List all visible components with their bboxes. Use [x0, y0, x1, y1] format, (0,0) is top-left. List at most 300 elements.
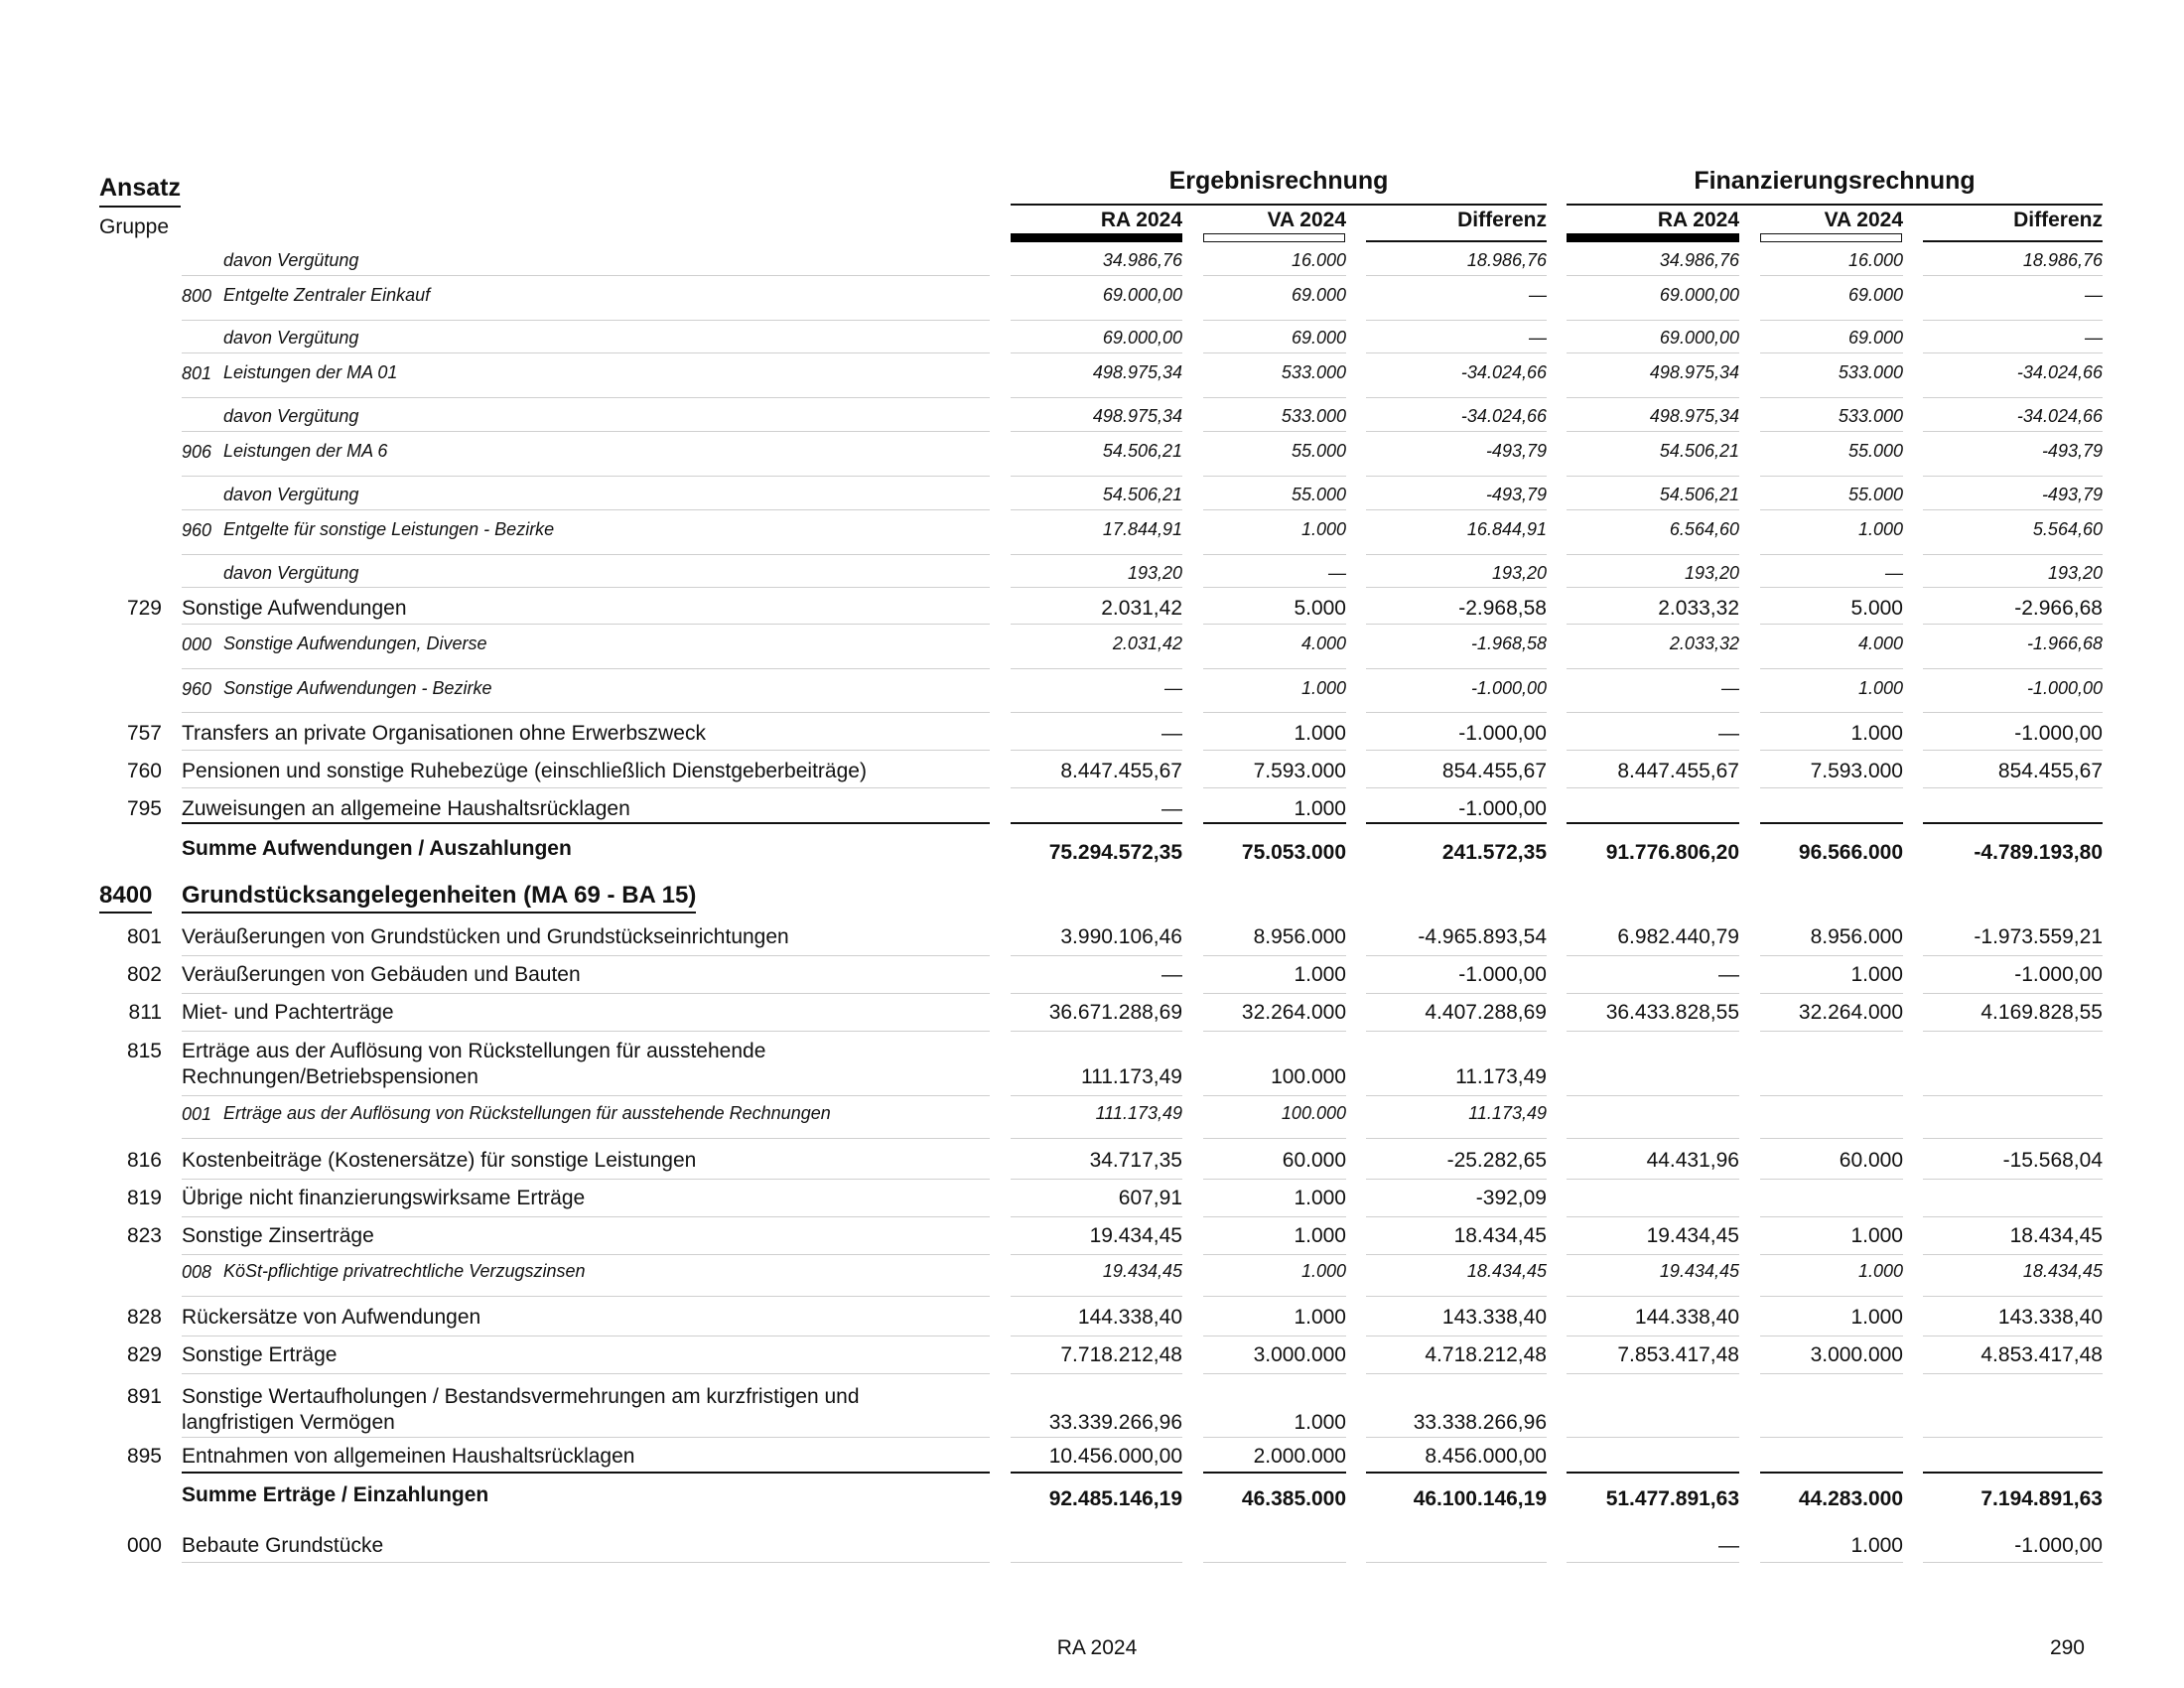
cell-rule: [1923, 955, 2103, 956]
row-rule: [182, 397, 990, 398]
value-cell: 2.000.000: [1253, 1445, 1346, 1468]
value-cell: —: [1721, 678, 1739, 698]
value-cell: 1.000: [1294, 1411, 1346, 1434]
cell-rule: [1366, 1296, 1547, 1297]
cell-rule: [1203, 587, 1346, 588]
row-label: Sonstige Aufwendungen, Diverse: [223, 633, 487, 653]
value-cell: 533.000: [1838, 406, 1903, 426]
value-cell: 1.000: [1857, 1261, 1903, 1281]
row-code: 829: [126, 1343, 162, 1366]
value-cell: 19.434,45: [1089, 1224, 1182, 1247]
value-cell: —: [1529, 285, 1547, 305]
value-cell: 193,20: [1127, 563, 1182, 583]
row-code: 760: [126, 760, 162, 782]
cell-rule: [1366, 397, 1547, 398]
value-cell: 100.000: [1271, 1065, 1346, 1088]
cell-rule: [1567, 554, 1739, 555]
cell-rule: [1567, 275, 1739, 276]
value-cell: 1.000: [1850, 1534, 1903, 1557]
ansatz-heading: Ansatz: [99, 174, 181, 208]
cell-rule: [1923, 275, 2103, 276]
cell-rule: [1567, 1179, 1739, 1180]
cell-rule: [1366, 1562, 1547, 1563]
cell-rule: [1366, 476, 1547, 477]
col-fr-ra: RA 2024: [1657, 209, 1739, 231]
cell-rule: [1760, 1254, 1903, 1255]
value-cell: 32.264.000: [1241, 1001, 1346, 1024]
cell-rule: [1366, 587, 1547, 588]
value-cell: 44.283.000: [1798, 1487, 1903, 1510]
value-cell: —: [1718, 722, 1739, 745]
cell-rule: [1203, 668, 1346, 669]
value-cell: -1.000,00: [1458, 722, 1547, 745]
col-fr-diff: Differenz: [2013, 209, 2103, 231]
value-cell: -1.000,00: [2014, 1534, 2103, 1557]
cell-rule: [1203, 1562, 1346, 1563]
cell-rule: [1567, 1254, 1739, 1255]
value-cell: 69.000,00: [1102, 285, 1182, 305]
value-cell: 1.000: [1850, 1224, 1903, 1247]
value-cell: 498.975,34: [1092, 406, 1182, 426]
cell-rule: [1203, 712, 1346, 713]
col-er-diff: Differenz: [1457, 209, 1547, 231]
cell-rule: [1366, 750, 1547, 751]
value-cell: -34.024,66: [1460, 406, 1547, 426]
value-cell: 193,20: [1491, 563, 1547, 583]
cell-rule: [1760, 668, 1903, 669]
row-label: Leistungen der MA 6: [223, 441, 388, 461]
value-cell: 100.000: [1281, 1103, 1346, 1123]
value-cell: 498.975,34: [1649, 362, 1739, 382]
value-cell: 69.000: [1847, 285, 1903, 305]
cell-rule: [1366, 624, 1547, 625]
cell-rule: [1567, 1138, 1739, 1139]
row-rule: [182, 431, 990, 432]
cell-rule: [1567, 320, 1739, 321]
row-code: 891: [126, 1385, 162, 1408]
cell-rule: [1923, 1138, 2103, 1139]
cell-rule: [1760, 787, 1903, 788]
col-er-ra: RA 2024: [1100, 209, 1182, 231]
cell-rule: [1203, 1472, 1346, 1474]
row-label: Erträge aus der Auflösung von Rückstellungen für ausstehende: [182, 1040, 766, 1062]
value-cell: 11.173,49: [1455, 1065, 1547, 1088]
value-cell: —: [1161, 797, 1182, 820]
value-cell: 607,91: [1118, 1187, 1182, 1209]
row-rule: [182, 955, 990, 956]
value-cell: 854.455,67: [1441, 760, 1547, 782]
cell-rule: [1923, 554, 2103, 555]
row-rule: [182, 554, 990, 555]
cell-rule: [1203, 1095, 1346, 1096]
cell-rule: [1760, 1562, 1903, 1563]
value-cell: 92.485.146,19: [1048, 1487, 1182, 1510]
value-cell: 854.455,67: [1997, 760, 2103, 782]
row-code: 000: [126, 1534, 162, 1557]
value-cell: -1.966,68: [2026, 633, 2103, 653]
row-rule: [182, 275, 990, 276]
cell-rule: [1923, 1437, 2103, 1438]
row-label: Entnahmen von allgemeinen Haushaltsrücklagen: [182, 1445, 635, 1468]
value-cell: 193,20: [2047, 563, 2103, 583]
value-cell: —: [2085, 328, 2103, 348]
cell-rule: [1203, 476, 1346, 477]
cell-rule: [1366, 352, 1547, 353]
row-rule: [182, 712, 990, 713]
value-cell: 7.194.891,63: [1980, 1487, 2103, 1510]
cell-rule: [1203, 955, 1346, 956]
value-cell: -392,09: [1475, 1187, 1547, 1209]
value-cell: 10.456.000,00: [1048, 1445, 1182, 1468]
cell-rule: [1366, 1138, 1547, 1139]
row-label: davon Vergütung: [223, 250, 359, 270]
value-cell: 96.566.000: [1798, 841, 1903, 864]
cell-rule: [1011, 431, 1182, 432]
value-cell: -1.000,00: [2014, 722, 2103, 745]
ergebnisrechnung-heading: Ergebnisrechnung: [1168, 167, 1389, 195]
value-cell: —: [2085, 285, 2103, 305]
cell-rule: [1011, 509, 1182, 510]
value-cell: 144.338,40: [1077, 1306, 1182, 1329]
row-rule: [182, 1138, 990, 1139]
cell-rule: [1203, 1138, 1346, 1139]
value-cell: 5.000: [1294, 597, 1346, 620]
cell-rule: [1011, 955, 1182, 956]
value-cell: 69.000,00: [1659, 285, 1739, 305]
cell-rule: [1567, 712, 1739, 713]
cell-rule: [1923, 787, 2103, 788]
value-cell: -1.000,00: [1458, 963, 1547, 986]
cell-rule: [1567, 624, 1739, 625]
row-rule: [182, 1179, 990, 1180]
value-cell: 533.000: [1838, 362, 1903, 382]
value-cell: 143.338,40: [1997, 1306, 2103, 1329]
value-cell: 32.264.000: [1798, 1001, 1903, 1024]
section-title: Grundstücksangelegenheiten (MA 69 - BA 15): [182, 882, 696, 914]
cell-rule: [1366, 712, 1547, 713]
cell-rule: [1366, 955, 1547, 956]
cell-rule: [1366, 509, 1547, 510]
value-cell: 1.000: [1300, 678, 1346, 698]
value-cell: 5.564,60: [2032, 519, 2103, 539]
value-cell: 241.572,35: [1441, 841, 1547, 864]
row-rule: [182, 476, 990, 477]
cell-rule: [1923, 993, 2103, 994]
row-label: Veräußerungen von Gebäuden und Bauten: [182, 963, 581, 986]
cell-rule: [1366, 822, 1547, 824]
value-cell: 5.000: [1850, 597, 1903, 620]
row-label: KöSt-pflichtige privatrechtliche Verzugszinsen: [223, 1261, 586, 1281]
cell-rule: [1203, 1216, 1346, 1217]
cell-rule: [1011, 397, 1182, 398]
value-cell: 36.433.828,55: [1605, 1001, 1739, 1024]
value-cell: 18.434,45: [2009, 1224, 2103, 1247]
row-code: 823: [126, 1224, 162, 1247]
row-rule: [182, 1296, 990, 1297]
value-cell: 18.434,45: [1453, 1224, 1547, 1247]
value-cell: 55.000: [1291, 441, 1346, 461]
cell-rule: [1011, 275, 1182, 276]
cell-rule: [1923, 712, 2103, 713]
value-cell: 143.338,40: [1441, 1306, 1547, 1329]
cell-rule: [1567, 822, 1739, 824]
col-fr-va: VA 2024: [1824, 209, 1903, 231]
row-label: davon Vergütung: [223, 328, 359, 348]
row-rule: [182, 1373, 990, 1374]
cell-rule: [1923, 1179, 2103, 1180]
value-cell: 69.000: [1847, 328, 1903, 348]
row-label: Sonstige Zinserträge: [182, 1224, 374, 1247]
value-cell: 34.986,76: [1659, 250, 1739, 270]
value-cell: 2.033,32: [1669, 633, 1739, 653]
row-code: 811: [128, 1001, 162, 1024]
cell-rule: [1366, 320, 1547, 321]
cell-rule: [1567, 750, 1739, 751]
value-cell: 19.434,45: [1102, 1261, 1182, 1281]
row-rule: [182, 1472, 990, 1474]
row-code: 819: [126, 1187, 162, 1209]
value-cell: -1.000,00: [2014, 963, 2103, 986]
row-subcode: 801: [182, 363, 212, 383]
row-code: 729: [126, 597, 162, 620]
cell-rule: [1923, 668, 2103, 669]
row-subcode: 800: [182, 286, 212, 306]
cell-rule: [1567, 1216, 1739, 1217]
cell-rule: [1760, 1138, 1903, 1139]
cell-rule: [1567, 1296, 1739, 1297]
cell-rule: [1011, 1472, 1182, 1474]
value-cell: 51.477.891,63: [1605, 1487, 1739, 1510]
cell-rule: [1203, 1437, 1346, 1438]
cell-rule: [1923, 397, 2103, 398]
cell-rule: [1760, 275, 1903, 276]
value-cell: 3.000.000: [1253, 1343, 1346, 1366]
value-cell: -1.000,00: [2026, 678, 2103, 698]
value-cell: 1.000: [1294, 1306, 1346, 1329]
page-number: 290: [2049, 1636, 2085, 1659]
value-cell: 91.776.806,20: [1605, 841, 1739, 864]
cell-rule: [1203, 431, 1346, 432]
cell-rule: [1011, 1562, 1182, 1563]
row-label: Sonstige Aufwendungen: [182, 597, 407, 620]
value-cell: 193,20: [1684, 563, 1739, 583]
cell-rule: [1760, 750, 1903, 751]
cell-rule: [1011, 1437, 1182, 1438]
row-label: Miet- und Pachterträge: [182, 1001, 394, 1024]
value-cell: —: [1328, 563, 1346, 583]
value-cell: 2.031,42: [1112, 633, 1182, 653]
cell-rule: [1567, 397, 1739, 398]
footer-title: RA 2024: [1056, 1636, 1138, 1659]
value-cell: 69.000: [1291, 285, 1346, 305]
row-label: Pensionen und sonstige Ruhebezüge (einschließlich Dienstgeberbeiträge): [182, 760, 867, 782]
cell-rule: [1760, 712, 1903, 713]
value-cell: 6.982.440,79: [1617, 925, 1739, 948]
value-cell: —: [1161, 722, 1182, 745]
value-cell: 2.031,42: [1101, 597, 1182, 620]
row-label: Summe Erträge / Einzahlungen: [182, 1483, 489, 1506]
cell-rule: [1203, 624, 1346, 625]
cell-rule: [1011, 668, 1182, 669]
cell-rule: [1567, 1562, 1739, 1563]
cell-rule: [1760, 1437, 1903, 1438]
row-label: Entgelte Zentraler Einkauf: [223, 285, 431, 305]
cell-rule: [1011, 787, 1182, 788]
cell-rule: [1923, 1095, 2103, 1096]
cell-rule: [1366, 1216, 1547, 1217]
row-code: 815: [126, 1040, 162, 1062]
cell-rule: [1567, 1472, 1739, 1474]
cell-rule: [1011, 352, 1182, 353]
value-cell: 4.853.417,48: [1980, 1343, 2103, 1366]
value-cell: -1.000,00: [1458, 797, 1547, 820]
cell-rule: [1203, 352, 1346, 353]
value-cell: 34.986,76: [1102, 250, 1182, 270]
cell-rule: [1760, 1095, 1903, 1096]
row-rule: [182, 320, 990, 321]
cell-rule: [1203, 1179, 1346, 1180]
row-code: 895: [126, 1445, 162, 1468]
value-cell: 18.986,76: [2022, 250, 2103, 270]
value-cell: -493,79: [1485, 485, 1547, 504]
cell-rule: [1567, 509, 1739, 510]
cell-rule: [1760, 1216, 1903, 1217]
row-code: 757: [126, 722, 162, 745]
cell-rule: [1760, 822, 1903, 824]
value-cell: 1.000: [1294, 1224, 1346, 1247]
cell-rule: [1366, 554, 1547, 555]
row-label: davon Vergütung: [223, 563, 359, 583]
cell-rule: [1203, 1254, 1346, 1255]
row-rule: [182, 1562, 990, 1563]
row-label: Sonstige Aufwendungen - Bezirke: [223, 678, 492, 698]
cell-rule: [1923, 1254, 2103, 1255]
cell-rule: [1011, 712, 1182, 713]
value-cell: 6.564,60: [1669, 519, 1739, 539]
value-cell: 1.000: [1300, 1261, 1346, 1281]
cell-rule: [1203, 320, 1346, 321]
finanzierungsrechnung-heading: Finanzierungsrechnung: [1694, 167, 1976, 195]
cell-rule: [1567, 476, 1739, 477]
value-cell: —: [1529, 328, 1547, 348]
value-cell: 1.000: [1850, 963, 1903, 986]
cell-rule: [1760, 624, 1903, 625]
value-cell: -25.282,65: [1446, 1149, 1547, 1172]
cell-rule: [1760, 1472, 1903, 1474]
cell-rule: [1923, 1472, 2103, 1474]
row-code: 816: [126, 1149, 162, 1172]
row-label: Sonstige Erträge: [182, 1343, 338, 1366]
cell-rule: [1760, 955, 1903, 956]
cell-rule: [1923, 1031, 2103, 1032]
cell-rule: [1567, 1095, 1739, 1096]
value-cell: 111.173,49: [1095, 1103, 1182, 1123]
gruppe-heading: Gruppe: [99, 215, 170, 238]
row-label-continued: Rechnungen/Betriebspensionen: [182, 1065, 478, 1088]
cell-rule: [1760, 587, 1903, 588]
value-cell: 1.000: [1857, 519, 1903, 539]
row-label: Leistungen der MA 01: [223, 362, 398, 382]
cell-rule: [1923, 1216, 2103, 1217]
value-cell: 55.000: [1847, 441, 1903, 461]
row-label: Kostenbeiträge (Kostenersätze) für sonstige Leistungen: [182, 1149, 697, 1172]
cell-rule: [1923, 624, 2103, 625]
cell-rule: [1366, 275, 1547, 276]
row-label: davon Vergütung: [223, 406, 359, 426]
value-cell: 144.338,40: [1634, 1306, 1739, 1329]
value-cell: 17.844,91: [1102, 519, 1182, 539]
cell-rule: [1923, 509, 2103, 510]
value-cell: 1.000: [1294, 1187, 1346, 1209]
value-cell: 60.000: [1282, 1149, 1346, 1172]
row-label: Sonstige Wertaufholungen / Bestandsvermehrungen am kurzfristigen und: [182, 1385, 860, 1408]
value-cell: 18.986,76: [1466, 250, 1547, 270]
cell-rule: [1760, 509, 1903, 510]
cell-rule: [1203, 275, 1346, 276]
cell-rule: [1011, 320, 1182, 321]
value-cell: 111.173,49: [1081, 1065, 1182, 1088]
value-cell: 3.000.000: [1810, 1343, 1903, 1366]
cell-rule: [1760, 320, 1903, 321]
value-cell: —: [1161, 963, 1182, 986]
value-cell: 7.593.000: [1810, 760, 1903, 782]
row-rule: [182, 1254, 990, 1255]
value-cell: 3.990.106,46: [1060, 925, 1182, 948]
cell-rule: [1366, 1437, 1547, 1438]
cell-rule: [1366, 1179, 1547, 1180]
row-rule: [182, 509, 990, 510]
cell-rule: [1011, 587, 1182, 588]
cell-rule: [1760, 476, 1903, 477]
cell-rule: [1923, 352, 2103, 353]
cell-rule: [1203, 1296, 1346, 1297]
cell-rule: [1366, 1472, 1547, 1474]
value-cell: 533.000: [1281, 362, 1346, 382]
row-label: Entgelte für sonstige Leistungen - Bezirke: [223, 519, 555, 539]
value-cell: 1.000: [1294, 963, 1346, 986]
cell-rule: [1203, 554, 1346, 555]
value-cell: 33.339.266,96: [1048, 1411, 1182, 1434]
row-rule: [182, 1031, 990, 1032]
row-rule: [182, 587, 990, 588]
value-cell: 2.033,32: [1658, 597, 1739, 620]
row-label: Erträge aus der Auflösung von Rückstellungen für ausstehende Rechnungen: [223, 1103, 831, 1123]
value-cell: 1.000: [1294, 722, 1346, 745]
cell-rule: [1366, 668, 1547, 669]
cell-rule: [1203, 822, 1346, 824]
cell-rule: [1011, 1095, 1182, 1096]
row-label: Zuweisungen an allgemeine Haushaltsrücklagen: [182, 797, 630, 820]
cell-rule: [1011, 1296, 1182, 1297]
row-subcode: 001: [182, 1104, 212, 1124]
value-cell: 498.975,34: [1649, 406, 1739, 426]
cell-rule: [1567, 1437, 1739, 1438]
cell-rule: [1923, 1296, 2103, 1297]
value-cell: 46.100.146,19: [1413, 1487, 1547, 1510]
cell-rule: [1011, 1373, 1182, 1374]
row-code: 801: [126, 925, 162, 948]
value-cell: 69.000,00: [1102, 328, 1182, 348]
value-cell: —: [1718, 1534, 1739, 1557]
row-subcode: 000: [182, 634, 212, 654]
value-cell: 8.956.000: [1253, 925, 1346, 948]
value-cell: 46.385.000: [1241, 1487, 1346, 1510]
row-label: Veräußerungen von Grundstücken und Grundstückseinrichtungen: [182, 925, 789, 948]
cell-rule: [1366, 1031, 1547, 1032]
cell-rule: [1203, 1373, 1346, 1374]
value-cell: 18.434,45: [2022, 1261, 2103, 1281]
value-cell: 55.000: [1291, 485, 1346, 504]
